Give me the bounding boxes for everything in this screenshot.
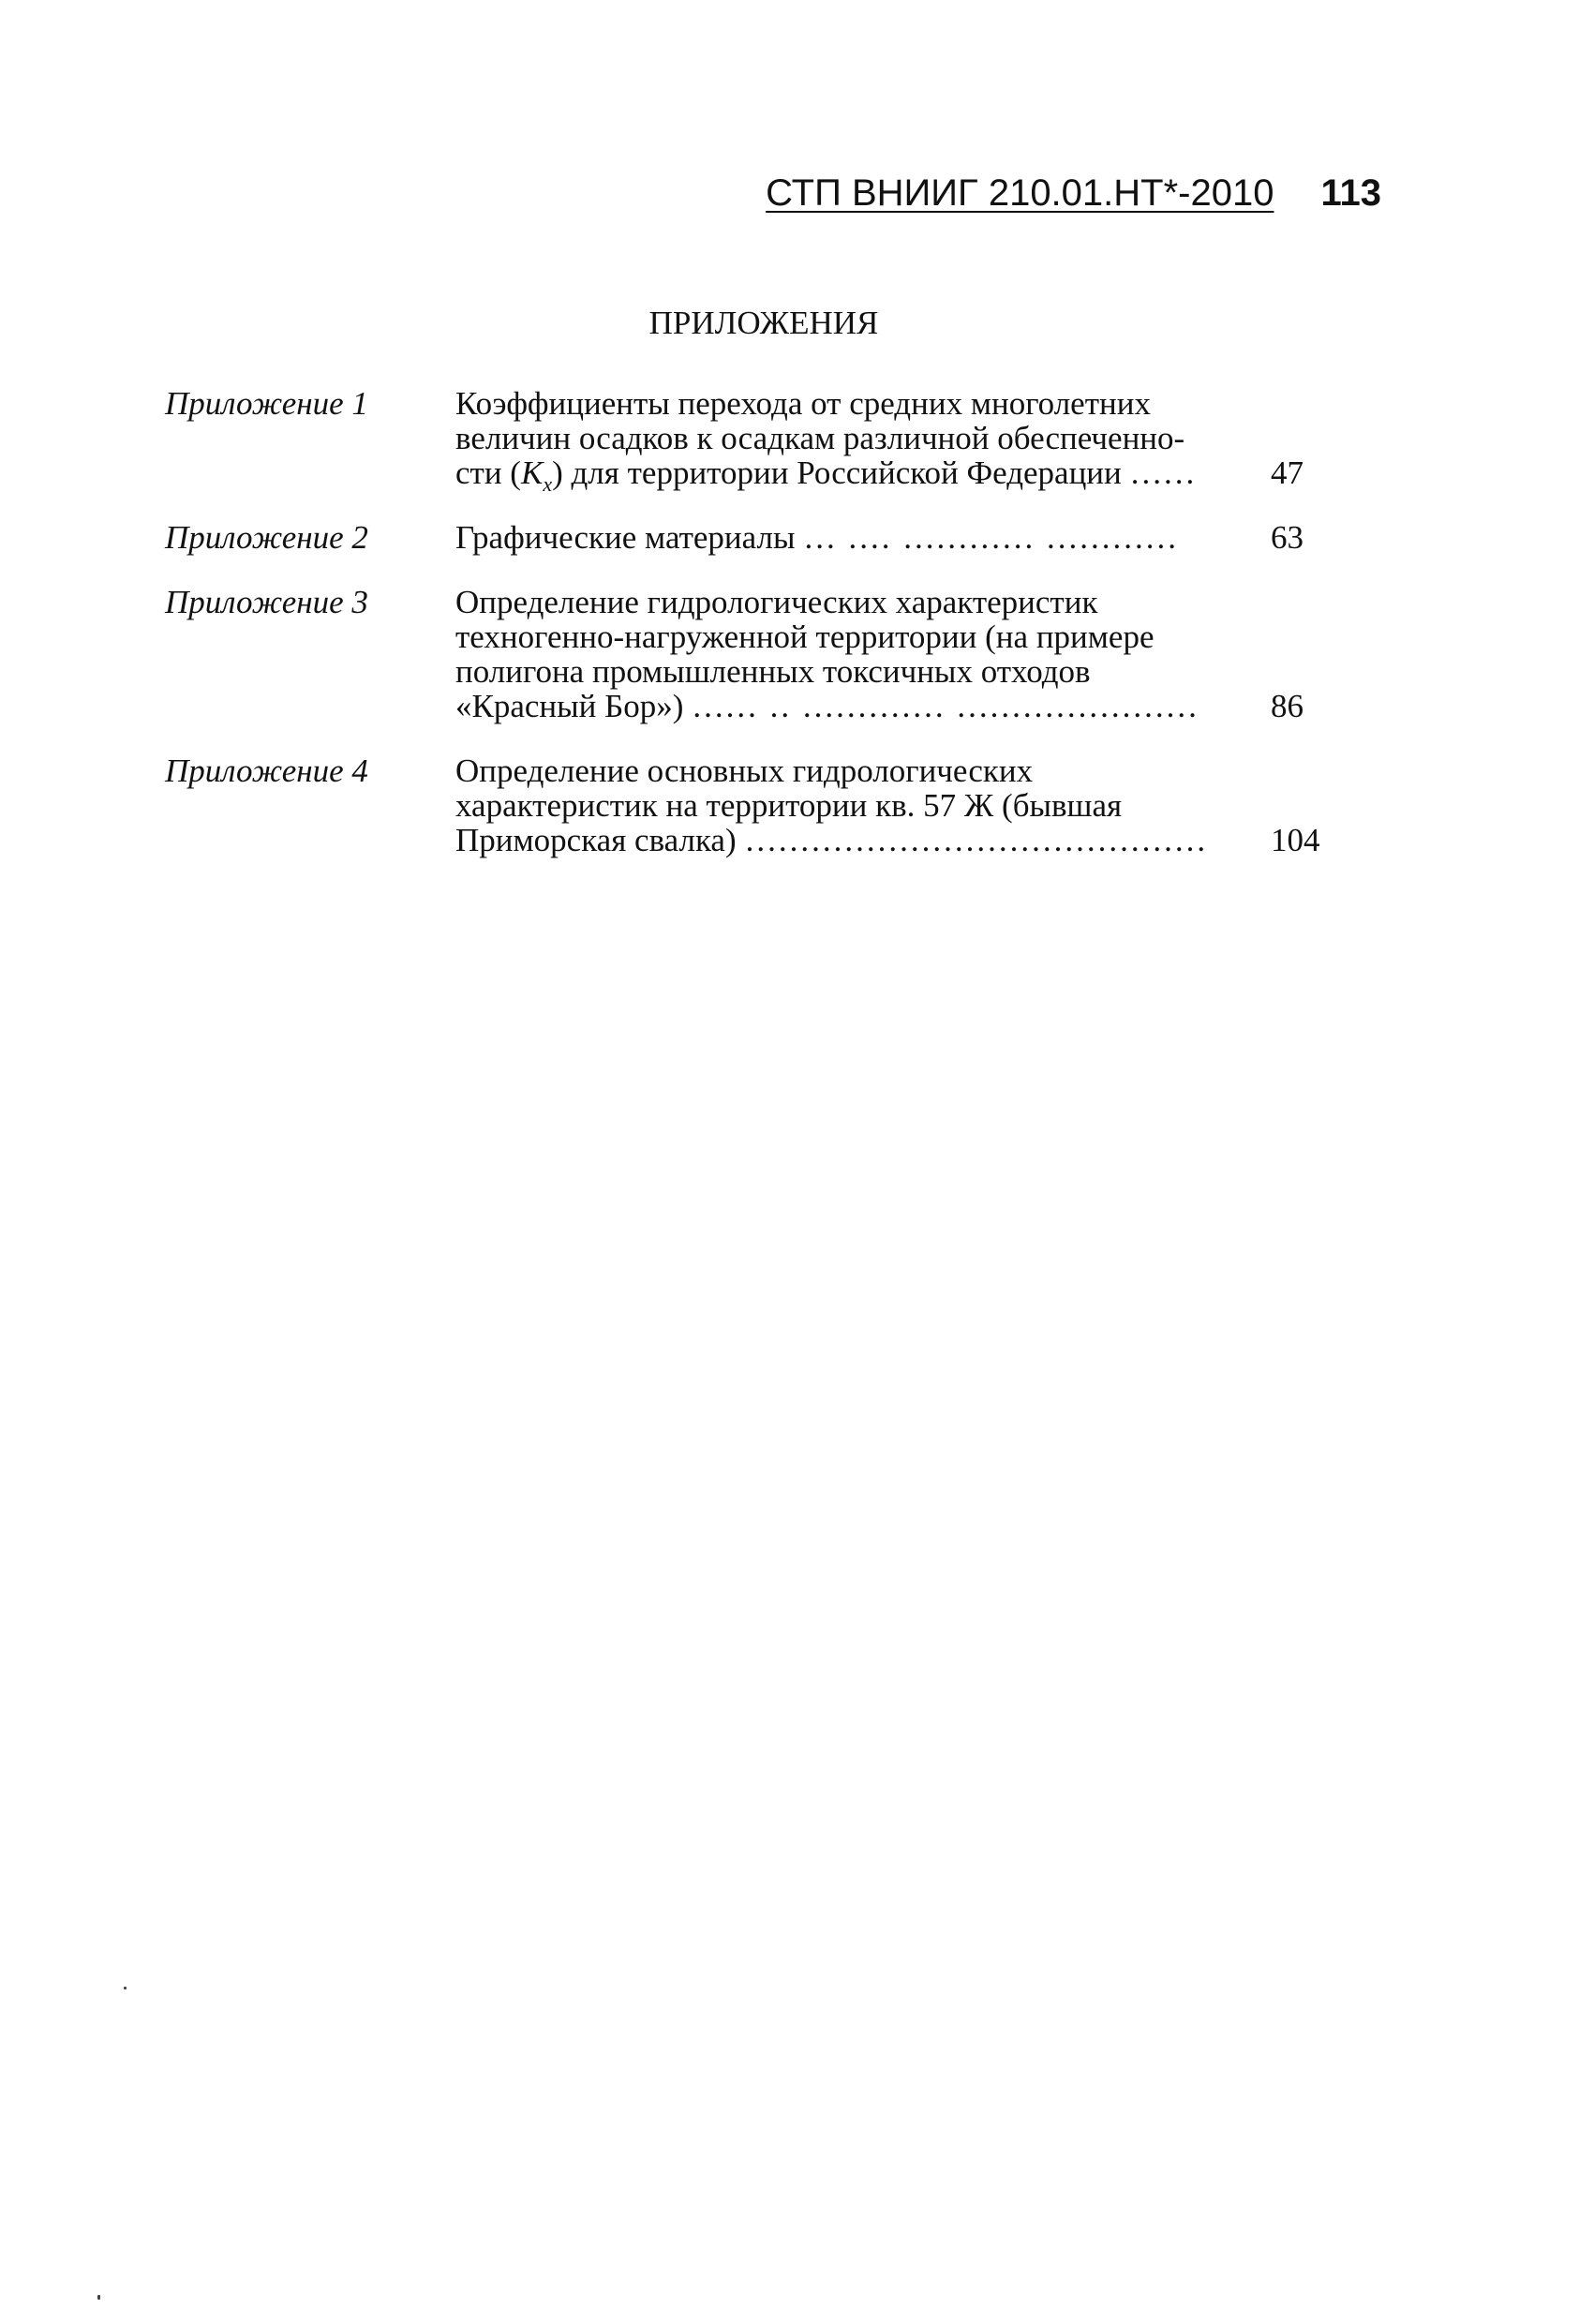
toc-entry-line: Коэффициенты перехода от средних многолетних (455, 385, 1151, 422)
scan-speck (97, 2295, 100, 2300)
toc-entry-appendix-3[interactable] (165, 585, 1333, 723)
toc-entry-page: 63 (1271, 519, 1304, 556)
page-number: 113 (1320, 172, 1381, 214)
toc-entry-last-line (455, 454, 1333, 496)
toc-entry-appendix-4[interactable] (165, 753, 1333, 857)
toc-entry-body (455, 520, 1333, 555)
toc-entry-body (455, 585, 1333, 723)
toc-entry-page: 86 (1271, 688, 1304, 724)
toc-entry-last-line (455, 520, 1333, 555)
toc-entry-body (455, 753, 1333, 857)
toc-entry-title-end: Приморская свалка) (455, 822, 737, 858)
toc-entry-label: Приложение 1 (165, 385, 368, 422)
dot-leader: ...... .. ............. ...................... (693, 689, 1199, 723)
toc-entry-appendix-1[interactable] (165, 385, 1333, 496)
table-of-contents (165, 386, 1333, 857)
toc-entry-title-end: «Красный Бор») (455, 688, 684, 724)
toc-entry-line: техногенно-нагруженной территории (на примере (455, 618, 1155, 655)
toc-entry-line: характеристик на территории кв. 57 Ж (бывшая (455, 787, 1123, 824)
toc-entry-page: 104 (1271, 822, 1320, 858)
toc-entry-body (455, 385, 1333, 496)
toc-entry-line: полигона промышленных токсичных отходов (455, 653, 1091, 690)
dot-leader: ... .... ............ ............ (804, 520, 1179, 555)
toc-entry-title-end: Графические материалы (455, 519, 796, 556)
scan-speck (124, 1987, 127, 1989)
toc-entry-last-line (455, 823, 1333, 857)
toc-entry-label: Приложение 4 (165, 752, 368, 789)
toc-entry-line: величин осадков к осадкам различной обеспеченно- (455, 420, 1185, 456)
dot-leader: ...... (1130, 455, 1198, 490)
toc-entry-line: Определение гидрологических характеристик (455, 584, 1098, 620)
document-code: СТП ВНИИГ 210.01.НТ*-2010 (766, 172, 1274, 214)
toc-entry-page: 47 (1271, 454, 1304, 491)
toc-entry-last-line (455, 689, 1333, 723)
toc-entry-title-end: сти $(K_x)$ для территории Российской Федерации (455, 454, 1122, 496)
dot-leader: .......................................... (745, 823, 1209, 857)
section-title: ПРИЛОЖЕНИЯ (648, 305, 879, 341)
running-header (766, 174, 1381, 212)
toc-entry-appendix-2[interactable] (165, 520, 1333, 555)
toc-entry-label: Приложение 3 (165, 584, 368, 620)
toc-entry-label: Приложение 2 (165, 519, 368, 556)
toc-entry-line: Определение основных гидрологических (455, 752, 1034, 789)
